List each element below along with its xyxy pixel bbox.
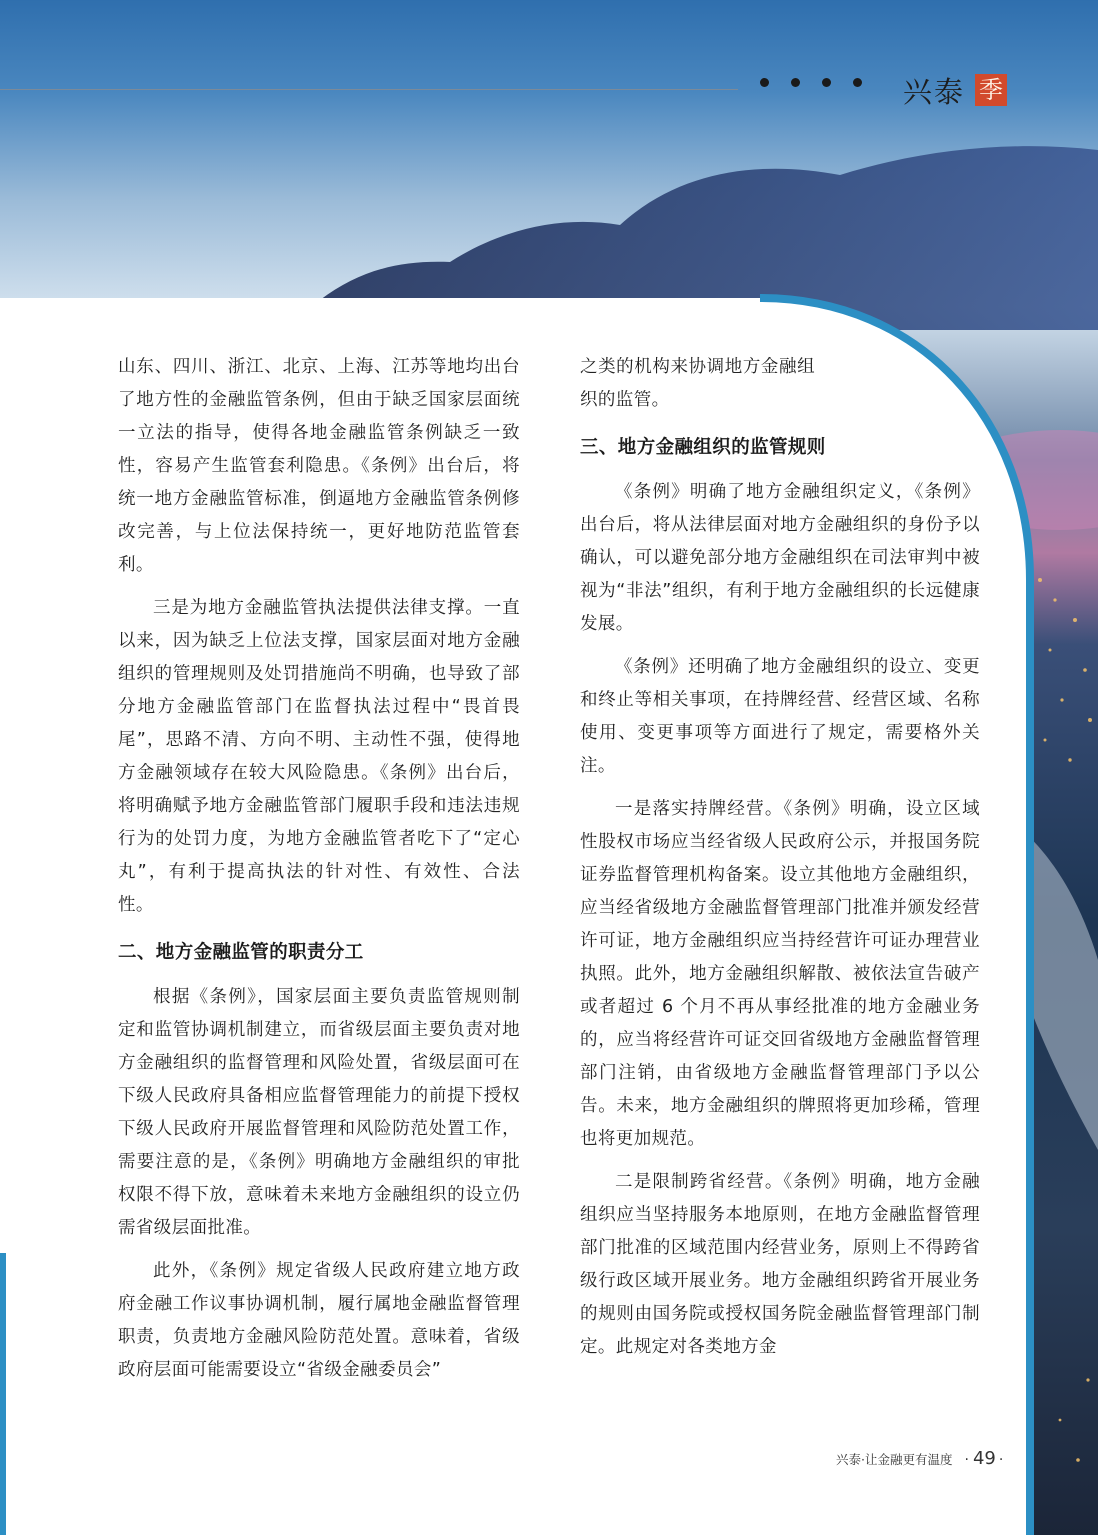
footer-separator: ·	[998, 1452, 1004, 1468]
footer-separator: ·	[964, 1452, 969, 1468]
paragraph: 《条例》明确了地方金融组织定义，《条例》出台后，将从法律层面对地方金融组织的身份予以确认，可以避免部分地方金融组织在司法审判中被视为“非法”组织，有利于地方金融组织的长远健康发展。	[580, 482, 980, 634]
page-number: 49	[972, 1448, 996, 1469]
right-column	[580, 351, 980, 1364]
paragraph: 之类的机构来协调地方金融组织的监管。	[580, 357, 815, 410]
header-dot	[791, 78, 800, 87]
section-heading: 三、地方金融组织的监管规则	[580, 437, 826, 458]
paragraph: 二是限制跨省经营。《条例》明确，地方金融组织应当坚持服务本地原则，在地方金融监督管理部门批准的区域范围内经营业务，原则上不得跨省级行政区域开展业务。地方金融组织跨省开展业务的规则由国务院或授权国务院金融监督管理部门制定。此规定对各类地方金	[580, 1172, 980, 1357]
header-dot	[760, 78, 769, 87]
section-heading: 二、地方金融监管的职责分工	[118, 942, 364, 963]
magazine-seal-logo: 季	[975, 74, 1007, 106]
header-dot	[853, 78, 862, 87]
paragraph: 《条例》还明确了地方金融组织的设立、变更和终止等相关事项，在持牌经营、经营区域、名称使用、变更事项等方面进行了规定，需要格外关注。	[580, 657, 980, 776]
header-rule	[0, 89, 738, 90]
magazine-name: 兴泰	[903, 75, 966, 109]
paragraph: 一是落实持牌经营。《条例》明确，设立区域性股权市场应当经省级人民政府公示，并报国务院证券监督管理机构备案。设立其他地方金融组织，应当经省级地方金融监督管理部门批准并颁发经营许可证，地方金融组织应当持经营许可证办理营业执照。此外，地方金融组织解散、被依法宣告破产或者超过 6 个月不再从事经批准的地方金融业务的，应当将经营许可证交回省级地方金融监督管理部门注销，由省级地方金融监督管理部门予以公告。未来，地方金融组织的牌照将更加珍稀，管理也将更加规范。	[580, 799, 980, 1149]
page-footer	[836, 1448, 1003, 1469]
paragraph: 山东、四川、浙江、北京、上海、江苏等地均出台了地方性的金融监管条例，但由于缺乏国家层面统一立法的指导，使得各地金融监管条例缺乏一致性，容易产生监管套利隐患。《条例》出台后，将统一地方金融监管标准，倒逼地方金融监管条例修改完善，与上位法保持统一，更好地防范监管套利。	[118, 357, 520, 575]
footer-slogan: 兴泰·让金融更有温度	[836, 1452, 953, 1467]
paragraph: 根据《条例》，国家层面主要负责监管规则制定和监管协调机制建立，而省级层面主要负责对地方金融组织的监督管理和风险处置，省级层面可在下级人民政府具备相应监督管理能力的前提下授权下级人民政府开展监督管理和风险防范处置工作，需要注意的是，《条例》明确地方金融组织的审批权限不得下放，意味着未来地方金融组织的设立仍需省级层面批准。	[118, 987, 520, 1238]
left-column	[118, 351, 520, 1387]
paragraph: 此外，《条例》规定省级人民政府建立地方政府金融工作议事协调机制，履行属地金融监督管理职责，负责地方金融风险防范处置。意味着，省级政府层面可能需要设立“省级金融委员会”	[118, 1261, 520, 1380]
header-dot	[822, 78, 831, 87]
paragraph: 三是为地方金融监管执法提供法律支撑。一直以来，因为缺乏上位法支撑，国家层面对地方金融组织的管理规则及处罚措施尚不明确，也导致了部分地方金融监管部门在监督执法过程中“畏首畏尾”，思路不清、方向不明、主动性不强，使得地方金融领域存在较大风险隐患。《条例》出台后，将明确赋予地方金融监管部门履职手段和违法违规行为的处罚力度，为地方金融监管者吃下了“定心丸”，有利于提高执法的针对性、有效性、合法性。	[118, 598, 520, 915]
left-accent-bar	[0, 1253, 6, 1535]
header-dots	[760, 78, 862, 87]
